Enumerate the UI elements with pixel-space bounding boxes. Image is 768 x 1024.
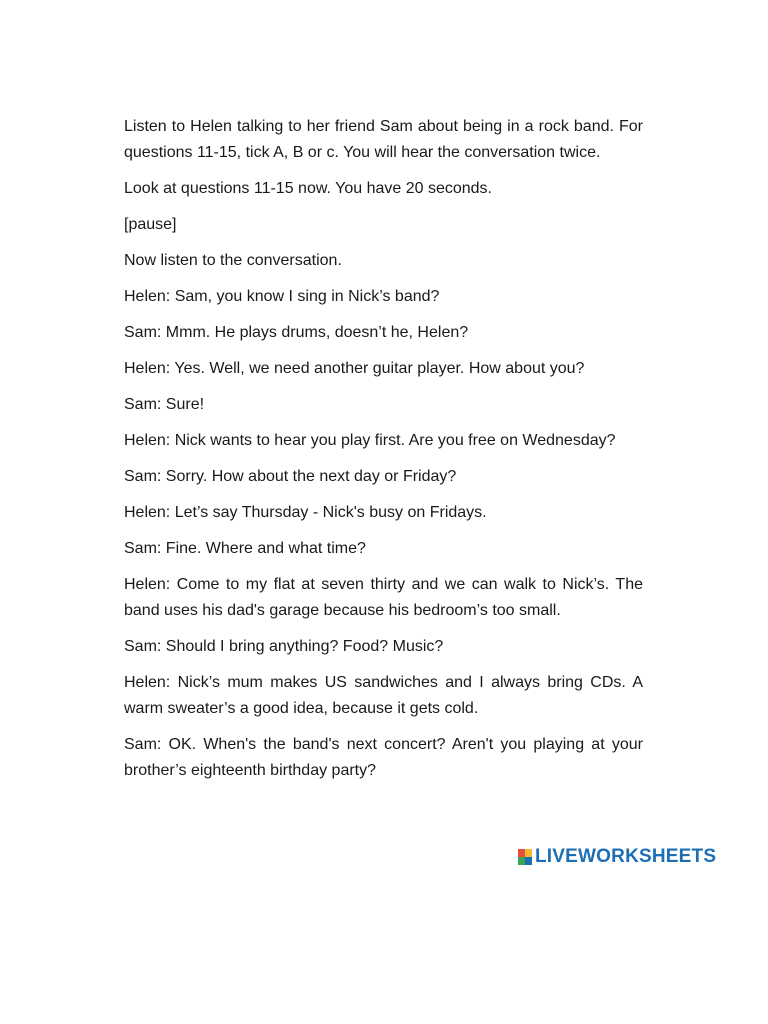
logo-tile (525, 857, 532, 865)
dialogue-line: Helen: Yes. Well, we need another guitar player. How about you? (124, 360, 585, 377)
brand-name: LIVEWORKSHEETS (535, 846, 717, 867)
instruction-paragraph: Now listen to the conversation. (124, 252, 342, 269)
dialogue-line: Sam: Sorry. How about the next day or Friday? (124, 468, 457, 485)
dialogue-line: Helen: Let’s say Thursday - Nick's busy on Fridays. (124, 504, 487, 521)
dialogue-line: Sam: OK. When's the band's next concert? Aren't you playing at your brother’s eighteenth birthday party? (124, 736, 643, 779)
logo-tile (518, 857, 525, 865)
dialogue-line: Sam: Sure! (124, 396, 205, 413)
dialogue-line: Sam: Should I bring anything? Food? Music? (124, 638, 444, 655)
dialogue-line: Helen: Nick wants to hear you play first. Are you free on Wednesday? (124, 432, 616, 449)
dialogue-line: Helen: Nick’s mum makes US sandwiches and I always bring CDs. A warm sweater’s a good idea, because it gets cold. (124, 674, 643, 717)
instruction-paragraph: Listen to Helen talking to her friend Sam about being in a rock band. For questions 11-15, tick A, B or c. You will hear the conversation twice. (124, 118, 643, 161)
liveworksheets-logo-icon (518, 849, 532, 865)
pause-marker: [pause] (124, 216, 177, 233)
logo-tile (518, 849, 525, 857)
dialogue-line: Helen: Come to my flat at seven thirty and we can walk to Nick’s. The band uses his dad's garage because his bedroom’s too small. (124, 576, 643, 619)
liveworksheets-logo[interactable] (518, 846, 716, 868)
logo-tile (525, 849, 532, 857)
worksheet-text (124, 114, 643, 794)
instruction-paragraph: Look at questions 11-15 now. You have 20 seconds. (124, 180, 492, 197)
dialogue-line: Helen: Sam, you know I sing in Nick’s band? (124, 288, 440, 305)
dialogue-line: Sam: Fine. Where and what time? (124, 540, 366, 557)
dialogue-line: Sam: Mmm. He plays drums, doesn’t he, Helen? (124, 324, 469, 341)
